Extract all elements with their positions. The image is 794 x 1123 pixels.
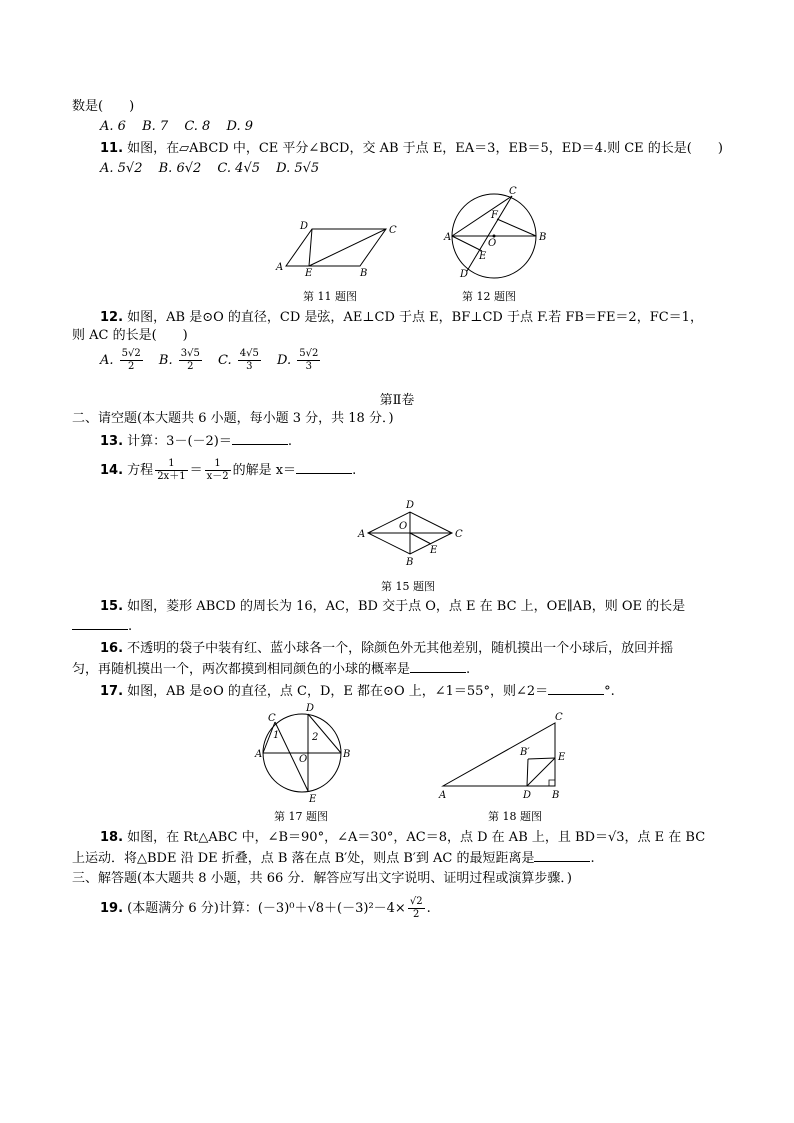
question-19: 19. (本题满分 6 分)计算：(－3)⁰＋√8＋(－3)²－4× $\frac{√2}{2}$ . xyxy=(100,896,431,920)
caption-figure-17: 第 17 题图 xyxy=(274,810,328,823)
fig11-label-a: A xyxy=(276,262,284,273)
q14-fraction-1: $\frac{1}{2x+1}$ xyxy=(157,458,186,482)
question-17-text: 如图，AB 是⊙O 的直径，点 C，D，E 都在⊙O 上，∠1＝55°，则∠2＝ xyxy=(127,684,549,699)
question-16-number: 16. xyxy=(100,641,124,656)
fig15-label-c: C xyxy=(455,529,463,540)
fig15-label-d: D xyxy=(406,500,415,511)
fig17-label-2: 2 xyxy=(312,732,319,743)
part-2-title: 第Ⅱ卷 xyxy=(379,393,415,408)
fig11-label-e: E xyxy=(305,268,313,279)
caption-figure-15: 第 15 题图 xyxy=(381,580,435,593)
q19-fraction: $\frac{√2}{2}$ xyxy=(409,896,423,920)
fig17-label-1: 1 xyxy=(273,730,280,741)
q14-fraction-2: $\frac{1}{x-2}$ xyxy=(206,458,229,482)
question-14: 14. 方程 $\frac{1}{2x+1}$ ＝ $\frac{1}{x-2}$ 的解是 x＝ . xyxy=(100,458,357,482)
q11-option-b: B. 6√2 xyxy=(158,161,202,176)
q12-option-a: A. $\frac{5√2}{2}$ xyxy=(100,348,141,372)
question-13: 13. 计算：3－(－2)＝ . xyxy=(100,434,292,449)
question-12-text-line2: 则 AC 的长是( ) xyxy=(72,328,188,343)
fig17-label-o: O xyxy=(299,754,308,765)
q11-option-d: D. 5√5 xyxy=(276,161,320,176)
fig17-label-e: E xyxy=(309,794,317,805)
q10-option-a: A. 6 xyxy=(100,119,126,134)
question-13-number: 13. xyxy=(100,434,124,449)
question-15-number: 15. xyxy=(100,599,124,614)
q17-degree: °. xyxy=(604,684,615,699)
question-16-text-line2: 匀，再随机摸出一个，两次都摸到相同颜色的小球的概率是 xyxy=(72,662,411,677)
question-16-text: 不透明的袋子中装有红、蓝小球各一个，除颜色外无其他差别，随机摸出一个小球后，放回并摇 xyxy=(127,641,674,656)
question-11-number: 11. xyxy=(100,141,124,156)
question-15-text: 如图，菱形 ABCD 的周长为 16，AC，BD 交于点 O，点 E 在 BC 上，OE∥AB，则 OE 的长是 xyxy=(127,599,686,614)
question-16-line2: 匀，再随机摸出一个，两次都摸到相同颜色的小球的概率是 . xyxy=(72,662,471,677)
fig17-label-a: A xyxy=(255,749,263,760)
q10-tail: 数是( ) xyxy=(72,99,135,114)
fig15-label-a: A xyxy=(358,529,366,540)
caption-figure-11: 第 11 题图 xyxy=(303,290,357,303)
caption-figure-12: 第 12 题图 xyxy=(462,290,516,303)
fig18-label-b-prime: B′ xyxy=(520,747,530,758)
question-18-text: 如图，在 Rt△ABC 中，∠B＝90°，∠A＝30°，AC＝8，点 D 在 AB 上，且 BD＝√3，点 E 在 BC xyxy=(127,830,706,845)
section-3-heading: 三、解答题(本大题共 8 小题，共 66 分．解答应写出文字说明、证明过程或演算步骤．) xyxy=(72,871,572,886)
q12-option-c: C. $\frac{4√5}{3}$ xyxy=(218,348,259,372)
q11-option-a: A. 5√2 xyxy=(100,161,143,176)
fig12-label-b: B xyxy=(539,232,547,243)
fig18-label-c: C xyxy=(555,712,563,723)
fig11-label-d: D xyxy=(300,221,309,232)
question-14-number: 14. xyxy=(100,463,124,478)
fig15-label-b: B xyxy=(406,557,414,568)
fig12-label-c: C xyxy=(509,186,517,197)
fig12-label-e: E xyxy=(479,251,487,262)
fig11-label-c: C xyxy=(389,225,397,236)
q10-option-b: B. 7 xyxy=(142,119,169,134)
question-13-text: 计算：3－(－2)＝ xyxy=(127,434,232,449)
question-12-number: 12. xyxy=(100,310,124,325)
fig15-label-e: E xyxy=(430,545,438,556)
question-17-number: 17. xyxy=(100,684,124,699)
question-18-number: 18. xyxy=(100,830,124,845)
question-11-text: 如图，在▱ABCD 中，CE 平分∠BCD，交 AB 于点 E，EA＝3，EB＝5，ED＝4.则 CE 的长是( ) xyxy=(127,141,723,156)
fig17-label-b: B xyxy=(343,749,351,760)
fig12-label-a: A xyxy=(444,232,452,243)
question-12-text: 如图，AB 是⊙O 的直径，CD 是弦，AE⊥CD 于点 E，BF⊥CD 于点 F.若 FB＝FE＝2，FC＝1， xyxy=(127,310,703,325)
section-2-heading: 二、请空题(本大题共 6 小题，每小题 3 分，共 18 分．) xyxy=(72,411,394,426)
question-14-text-post: 的解是 x＝ xyxy=(232,463,297,478)
q10-option-d: D. 9 xyxy=(226,119,253,134)
fig12-label-f: F xyxy=(491,210,498,221)
question-18-line2: 上运动．将△BDE 沿 DE 折叠，点 B 落在点 B′处，则点 B′到 AC 的最短距离是 . xyxy=(72,851,595,866)
q14-equals: ＝ xyxy=(189,463,203,478)
fig18-label-e: E xyxy=(558,752,566,763)
fig18-label-a: A xyxy=(439,790,447,801)
fig12-label-o: O xyxy=(488,238,497,249)
fig12-label-d: D xyxy=(460,269,469,280)
answer-blank-18[interactable] xyxy=(534,849,590,862)
question-18 xyxy=(100,829,705,847)
fig11-label-b: B xyxy=(360,268,368,279)
question-14-text-pre: 方程 xyxy=(127,463,154,478)
q10-option-c: C. 8 xyxy=(184,119,211,134)
caption-figure-18: 第 18 题图 xyxy=(488,810,542,823)
fig17-label-d: D xyxy=(306,703,315,714)
q12-option-d: D. $\frac{5√2}{3}$ xyxy=(277,348,319,372)
question-19-text: (本题满分 6 分)计算：(－3)⁰＋√8＋(－3)²－4× xyxy=(127,901,406,916)
fig18-label-b: B xyxy=(552,790,560,801)
question-18-text-line2: 上运动．将△BDE 沿 DE 折叠，点 B 落在点 B′处，则点 B′到 AC 的最短距离是 xyxy=(72,851,535,866)
question-19-number: 19. xyxy=(100,901,124,916)
q11-option-c: C. 4√5 xyxy=(217,161,260,176)
fig15-label-o: O xyxy=(399,521,408,532)
question-15-line2: . xyxy=(72,617,132,636)
fig18-label-d: D xyxy=(523,790,532,801)
q12-option-b: B. $\frac{3√5}{2}$ xyxy=(158,348,200,372)
fig17-label-c: C xyxy=(268,713,276,724)
